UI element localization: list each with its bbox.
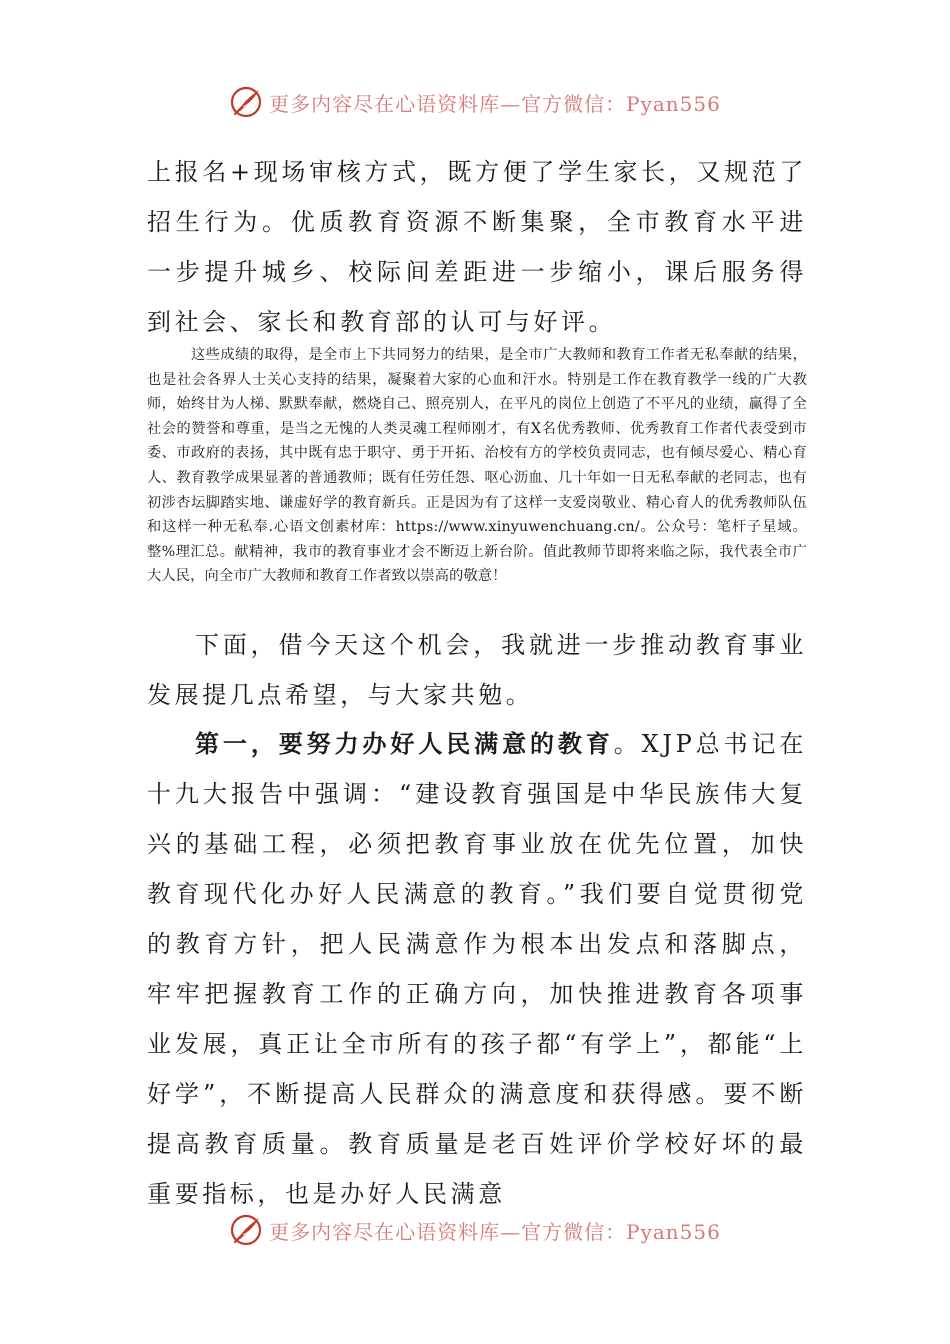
quill-pen-logo-icon — [229, 85, 263, 119]
paragraph-2 — [147, 343, 807, 589]
paragraph-2-text: 这些成绩的取得，是全市上下共同努力的结果，是全市广大教师和教育工作者无私奉献的结果，也是社会各界人士关心支持的结果，凝聚着大家的心血和汗水。特别是工作在教育教学一线的广大教师，始终甘为人梯、默默奉献，燃烧自己、照亮别人，在平凡的岗位上创造了不平凡的业绩，赢得了全社会的赞誉和尊重，是当之无愧的人类灵魂工程师刚才，有X名优秀教师、优秀教育工作者代表受到市委、市政府的表扬，其中既有忠于职守、勇于开拓、治校有方的学校负责同志，也有倾尽爱心、精心育人、教育教学成果显著的普通教师；既有任劳任怨、呕心沥血、几十年如一日无私奉献的老同志，也有初涉杏坛脚踏实地、谦虚好学的教育新兵。正是因为有了这样一支爱岗敬业、精心育人的优秀教师队伍和这样一种无私奉.心语文创素材库：https://www.xinyuwenchuang.cn/。公众号：笔杆子星域。整%理汇总。献精神，我市的教育事业才会不断迈上新台阶。值此教师节即将来临之际，我代表全市广大人民，向全市广大教师和教育工作者致以崇高的敬意！ — [147, 347, 807, 585]
paragraph-4-text — [147, 719, 807, 1219]
quill-pen-logo-icon — [229, 1213, 263, 1247]
paragraph-1-text: 上报名+现场审核方式，既方便了学生家长，又规范了招生行为。优质教育资源不断集聚，全市教育水平进一步提升城乡、校际间差距进一步缩小，课后服务得到社会、家长和教育部的认可与好评。 — [147, 158, 807, 336]
paragraph-3-text: 下面，借今天这个机会，我就进一步推动教育事业发展提几点希望，与大家共勉。 — [147, 631, 807, 709]
paragraph-1 — [147, 147, 807, 347]
banner-text: 更多内容尽在心语资料库—官方微信：Pyan556 — [269, 91, 721, 116]
paragraph-4-body: 。XJP总书记在十九大报告中强调：“建设教育强国是中华民族伟大复兴的基础工程，必须把教育事业放在优先位置，加快教育现代化办好人民满意的教育。”我们要自觉贯彻党的教育方针，把人民满意作为根本出发点和落脚点，牢牢把握教育工作的正确方向，加快推进教育各项事业发展，真正让全市所有的孩子都“有学上”，都能“上好学”，不断提高人民群众的满意度和获得感。要不断提高教育质量。教育质量是老百姓评价学校好坏的最重要指标，也是办好人民满意 — [147, 730, 808, 1208]
paragraph-3 — [147, 620, 807, 720]
header-banner — [0, 82, 950, 122]
paragraph-4 — [147, 719, 807, 1219]
banner-text: 更多内容尽在心语资料库—官方微信：Pyan556 — [269, 1219, 721, 1244]
banner-content — [229, 85, 721, 119]
section-heading: 第一，要努力办好人民满意的教育 — [195, 729, 614, 758]
footer-banner — [0, 1210, 950, 1250]
banner-content — [229, 1213, 721, 1247]
